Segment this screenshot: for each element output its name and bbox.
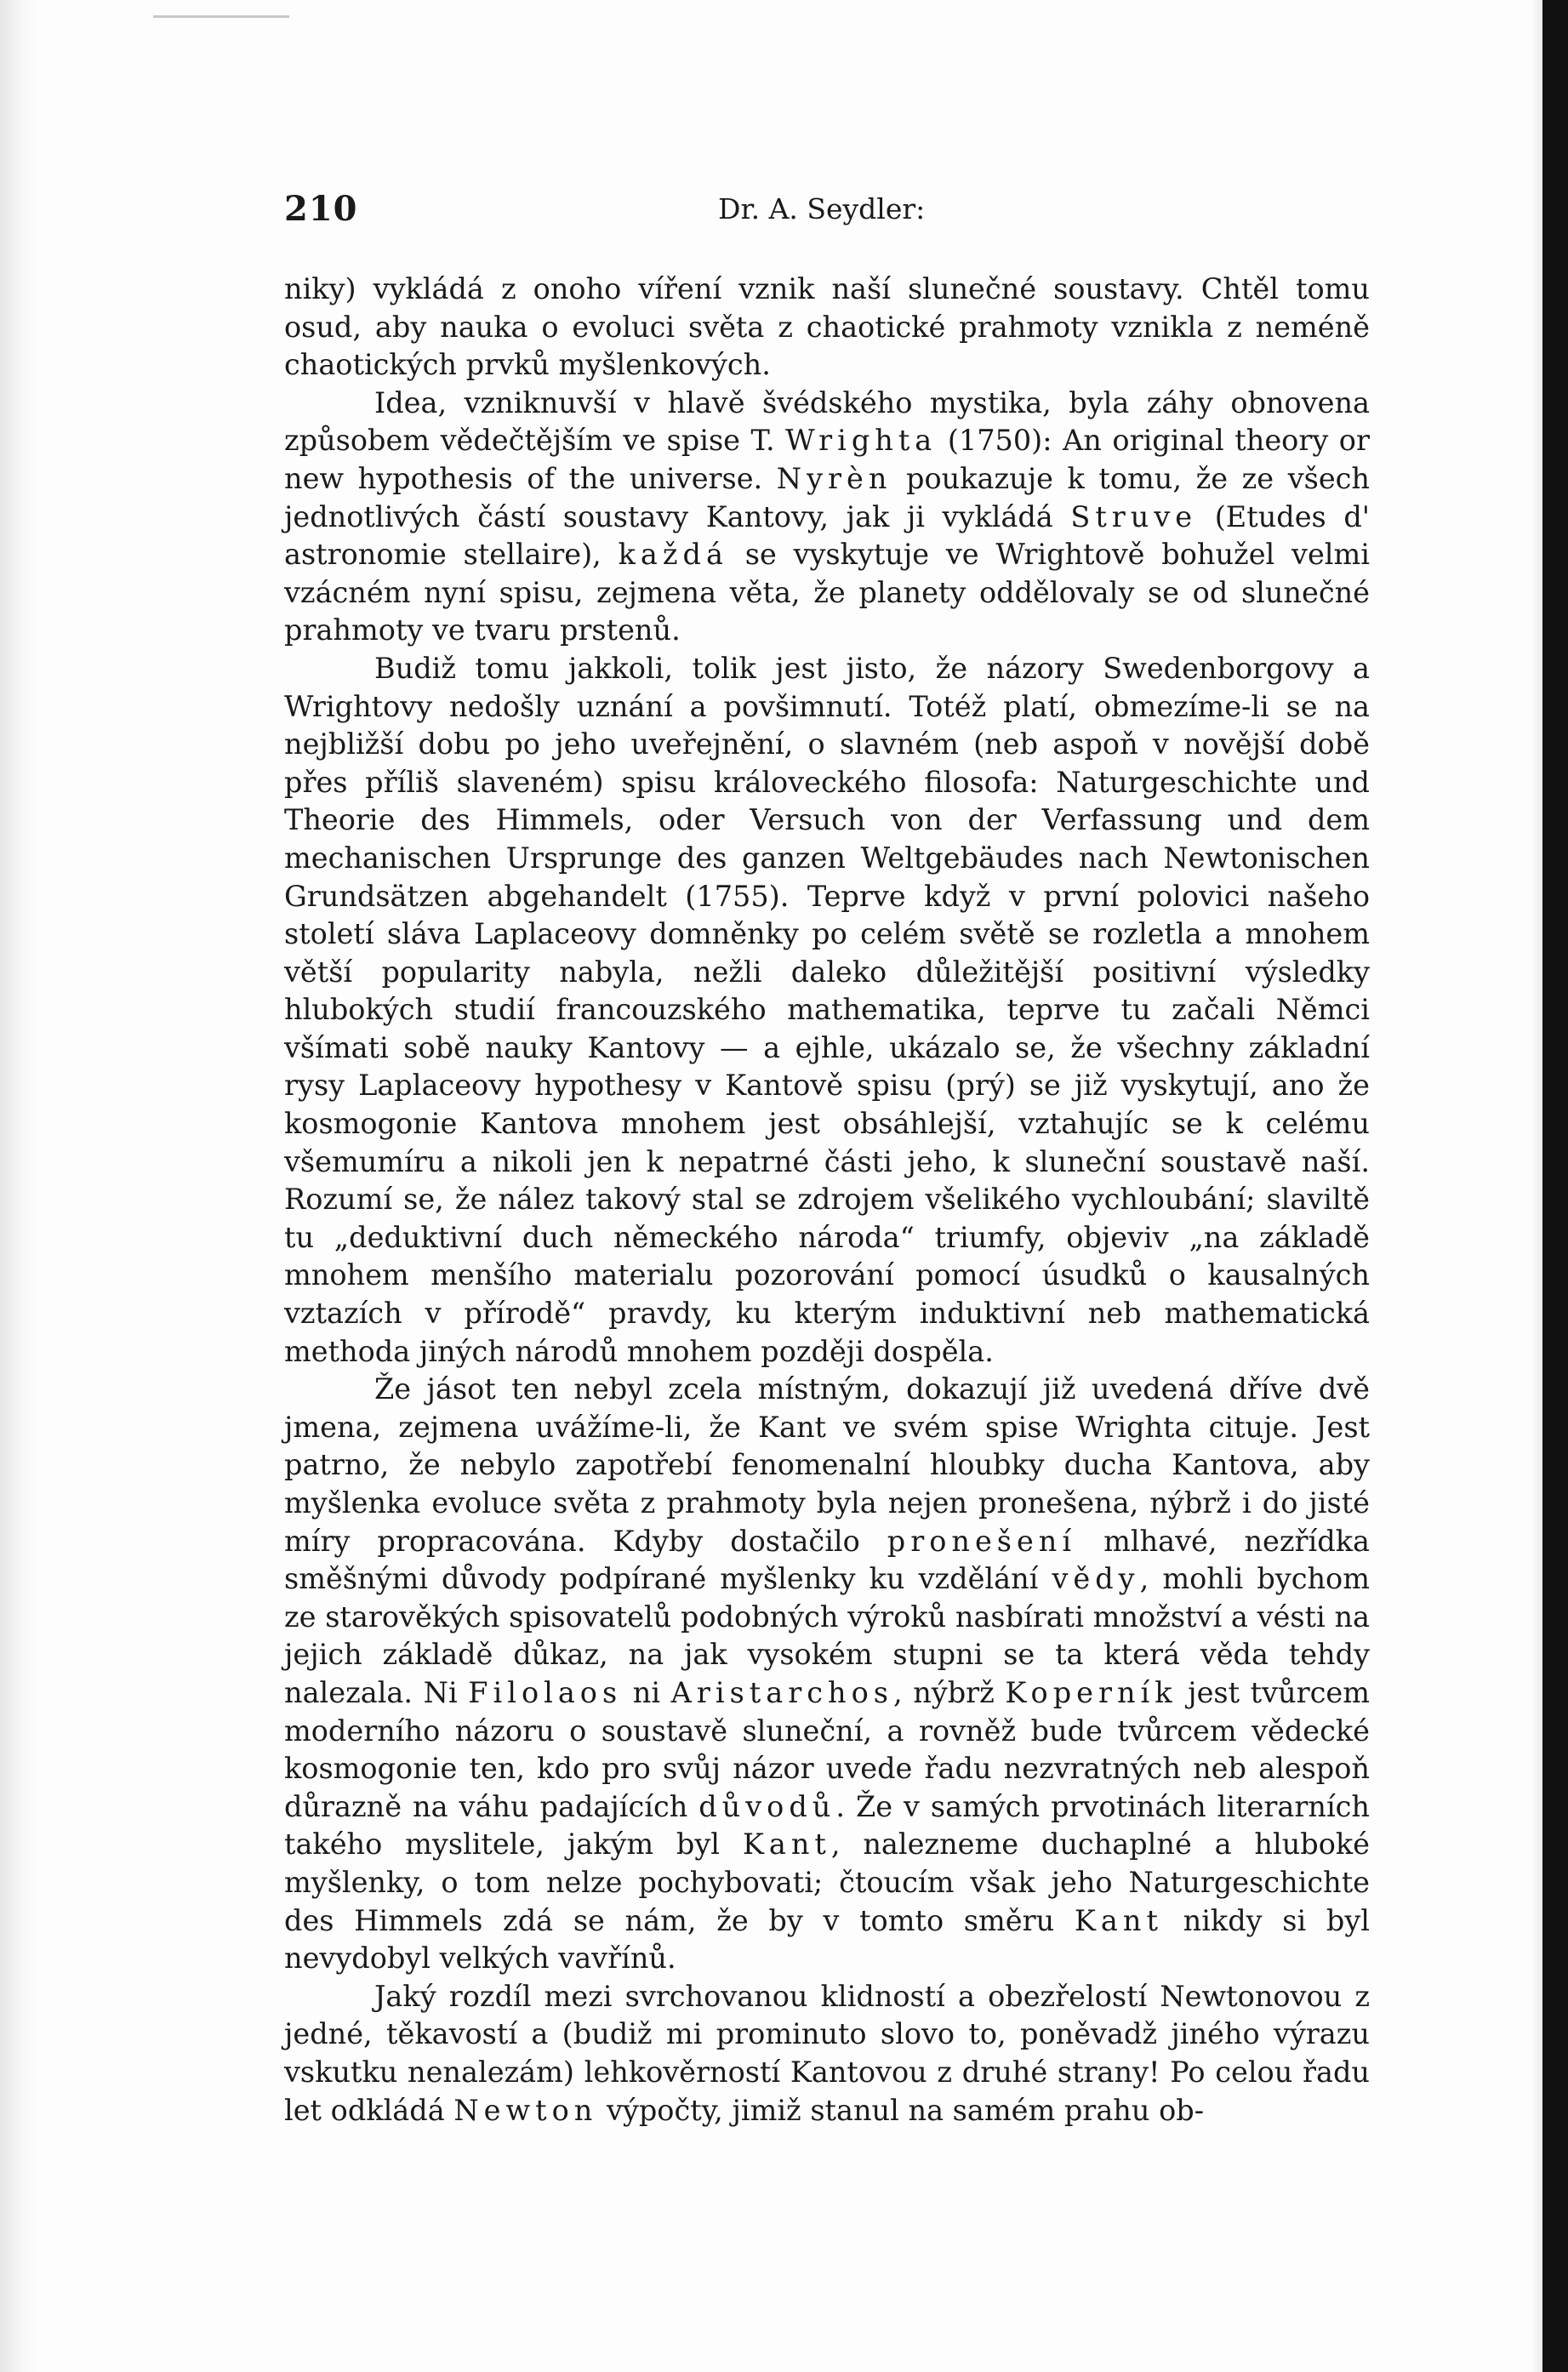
paragraph-3 — [284, 650, 1370, 1371]
text-run: , mohli bychom ze starověkých spisovatelů podobných výroků nasbírati množství a vésti na jejich základě důkaz, na jak vysokém stupni se ta která věda tehdy nalezala. Ni — [284, 1562, 1370, 1709]
text-run: niky) vykládá z onoho víření vznik naší slunečné soustavy. Chtěl tomu osud, aby nauka o evoluci světa z chaotické prahmoty vznikla z neméně chaotických prvků myšlenkových. — [284, 272, 1370, 382]
spaced-name: Struve — [1070, 499, 1198, 533]
text-run: Budiž tomu jakkoli, tolik jest jisto, že názory Swedenborgovy a Wrightovy nedošly uznání a povšimnutí. Totéž platí, obmezíme-li se na nejbližší dobu po jeho uveřejnění, o slavném (neb aspoň v novější době přes příliš slaveném) spisu královeckého filosofa: Naturgeschichte und Theorie des Himmels, oder Versuch von der Verfassung und dem mechanischen Ursprunge des ganzen Weltgebäudes nach Newtonischen Grundsätzen abgehandelt (1755). Teprve když v první polovici našeho století sláva Laplaceovy domněnky po celém světě se rozletla a mnohem větší popularity nabyla, nežli daleko důležitější positivní výsledky hlubokých studií francouzského mathematika, teprve tu začali Němci všímati sobě nauky Kantovy — a ejhle, ukázalo se, že všechny základní rysy Laplaceovy hypothesy v Kantově spisu (prý) se již vyskytují, ano že kosmogonie Kantova mnohem jest obsáhlejší, vztahujíc se k celému všemumíru a nikoli jen k nepatrné části jeho, k sluneční soustavě naší. Rozumí se, že nález takový stal se zdrojem všelikého vychloubání; slaviltě tu „deduktivní duch německého národa“ triumfy, objeviv „na základě mnohem menšího materialu pozorování pomocí úsudků o kausalných vztazích v přírodě“ pravdy, ku kterým induktivní neb mathematická methoda jiných národů mnohem později dospěla. — [284, 651, 1370, 1368]
spaced-emphasis: každá — [618, 538, 728, 572]
text-run: jest tvůrcem moderního názoru o soustavě sluneční, a rovněž bude tvůrcem vědecké kosmogonie ten, kdo pro svůj názor uvede řadu nezvratných neb alespoň důrazně na váhu padajících — [284, 1675, 1370, 1823]
spaced-name: Kant — [742, 1827, 831, 1862]
text-run: se vyskytuje ve Wrightově bohužel velmi vzácném nyní spisu, zejmena věta, že planety oddělovaly se od slunečné prahmoty ve tvaru prstenů. — [284, 538, 1370, 647]
spaced-name: Filolaos — [468, 1675, 623, 1709]
text-run: mlhavé, nezřídka směšnými důvody podpírané myšlenky ku vzdělání — [284, 1524, 1370, 1596]
spaced-emphasis: důvodů — [698, 1789, 836, 1823]
text-run: Idea, vzniknuvší v hlavě švédského mystika, byla záhy obnovena způsobem vědečtějším ve spise T. — [284, 385, 1370, 458]
scan-right-edge — [1542, 0, 1568, 2372]
spaced-name: Aristarchos — [670, 1675, 893, 1709]
spaced-emphasis: pronešení — [887, 1524, 1077, 1558]
text-run: nikdy si byl nevydobyl velkých vavřínů. — [284, 1903, 1370, 1976]
body-text — [284, 271, 1370, 2130]
paragraph-1 — [284, 271, 1370, 385]
text-run: ni — [622, 1675, 671, 1709]
spaced-name: Nyrèn — [776, 461, 892, 495]
text-run: Jaký rozdíl mezi svrchovanou klidností a obezřelostí Newtonovou z jedné, těkavostí a (budiž mi prominuto slovo to, poněvadž jiného výrazu vskutku nenalezám) lehkověrností Kantovou z druhé strany! Po celou řadu let odkládá — [284, 1979, 1370, 2127]
paragraph-5 — [284, 1978, 1370, 2130]
spaced-name: Newton — [453, 2093, 598, 2127]
text-run: Že jásot ten nebyl zcela místným, dokazují již uvedená dříve dvě jmena, zejmena uvážíme-li, že Kant ve svém spise Wrighta cituje. Jest patrno, že nebylo zapotřebí fenomenalní hloubky ducha Kantova, aby myšlenka evoluce světa z prahmoty byla nejen pronešena, nýbrž i do jisté míry propracována. Kdyby dostačilo — [284, 1372, 1370, 1558]
scan-top-mark — [153, 15, 289, 18]
text-run: . Že v samých prvotinách literarních takého myslitele, jakým byl — [284, 1789, 1370, 1862]
spaced-name: Koperník — [1005, 1675, 1177, 1709]
text-run: , nalezneme duchaplné a hluboké myšlenky, o tom nelze pochybovati; čtoucím však jeho Naturgeschichte des Himmels zdá se nám, že by v tomto směru — [284, 1827, 1371, 1937]
spaced-name: Kant — [1074, 1903, 1163, 1937]
text-run: (Etudes d' astronomie stellaire), — [284, 499, 1370, 572]
text-run: poukazuje k tomu, že ze všech jednotlivých částí soustavy Kantovy, jak ji vykládá — [284, 461, 1370, 533]
page-number: 210 — [284, 189, 358, 229]
page-header — [284, 189, 1365, 240]
scan-left-edge — [0, 0, 37, 2372]
spaced-emphasis: vědy — [1052, 1562, 1140, 1596]
paragraph-2 — [284, 385, 1370, 650]
paragraph-4 — [284, 1371, 1370, 1978]
running-head: Dr. A. Seydler: — [718, 192, 926, 225]
text-run: , nýbrž — [892, 1675, 1006, 1709]
scan-right-shadow — [1531, 0, 1542, 2372]
text-run: výpočty, jimiž stanul na samém prahu ob- — [597, 2093, 1205, 2127]
spaced-name: Wrighta — [785, 424, 938, 458]
text-run: (1750): An original theory or new hypothesis of the universe. — [284, 424, 1370, 495]
